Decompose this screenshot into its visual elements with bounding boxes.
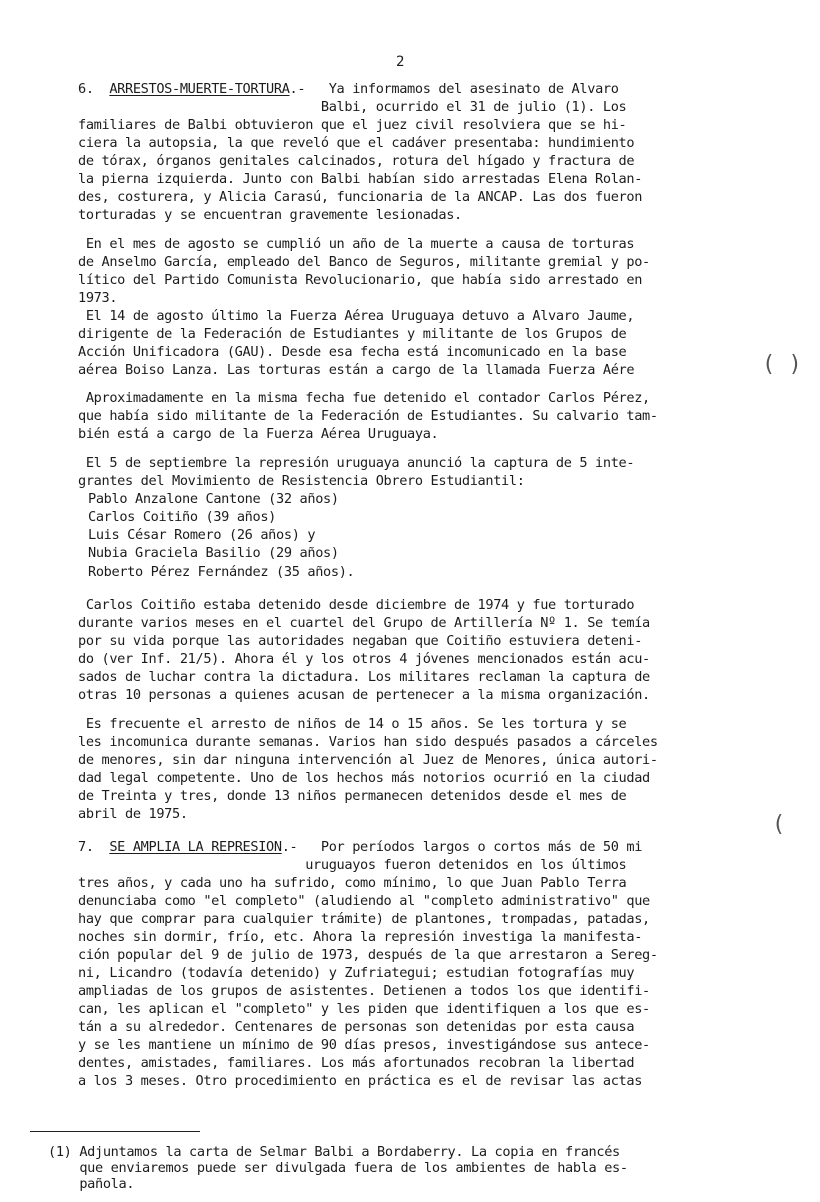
footnote-line: que enviaremos puede ser divulgada fuera de los ambientes de habla es- — [48, 1160, 628, 1176]
section-6-heading-line — [78, 80, 778, 98]
list-item: Carlos Coitiño (39 años) — [88, 509, 277, 525]
text-line: sados de luchar contra la dictadura. Los militares reclaman la captura de — [78, 669, 650, 685]
text-line: uruguayos fueron detenidos en los últimos — [78, 857, 627, 873]
text-line: noches sin dormir, frío, etc. Ahora la represión investiga la manifesta- — [78, 929, 643, 945]
text-line: tres años, y cada uno ha sufrido, como mínimo, lo que Juan Pablo Terra — [78, 875, 627, 891]
text-line: la pierna izquierda. Junto con Balbi habían sido arrestadas Elena Rolan- — [78, 171, 643, 187]
margin-mark: ( — [772, 812, 786, 837]
text-line: familiares de Balbi obtuvieron que el juez civil resolviera que se hi- — [78, 117, 627, 133]
text-line: des, costurera, y Alicia Carasú, funcionaria de la ANCAP. Las dos fueron — [78, 189, 643, 205]
text-line: can, les aplican el "completo" y les piden que identifiquen a los que es- — [78, 1001, 650, 1017]
section-7-heading: SE AMPLIA LA REPRESION — [109, 839, 282, 855]
list-item: Nubia Graciela Basilio (29 años) — [88, 545, 339, 561]
text-line: dirigente de la Federación de Estudiantes y militante de los Grupos de — [78, 326, 627, 342]
text-line: de tórax, órganos genitales calcinados, rotura del hígado y fractura de — [78, 153, 635, 169]
section-7-number: 7. — [78, 839, 94, 855]
text-line: tán a su alrededor. Centenares de personas son detenidas por esta causa — [78, 1019, 635, 1035]
text-line: por su vida porque las autoridades negaban que Coitiño estuviera deteni- — [78, 633, 643, 649]
text-line: do (ver Inf. 21/5). Ahora él y los otros 4 jóvenes mencionados están acu- — [78, 651, 650, 667]
page-number: 2 — [396, 54, 405, 70]
text-line: aérea Boiso Lanza. Las torturas están a cargo de la llamada Fuerza Aére — [78, 362, 635, 378]
text-line: bién está a cargo de la Fuerza Aérea Uruguaya. — [78, 426, 439, 442]
text-line: abril de 1975. — [78, 806, 188, 822]
text-line: Aproximadamente en la misma fecha fue detenido el contador Carlos Pérez, — [78, 390, 650, 406]
section-6-number: 6. — [78, 81, 94, 97]
text-line: ciera la autopsia, la que reveló que el cadáver presentaba: hundimiento — [78, 135, 635, 151]
section-6-heading: ARRESTOS-MUERTE-TORTURA — [109, 81, 290, 97]
text-line: Acción Unificadora (GAU). Desde esa fecha está incomunicado en la base — [78, 344, 627, 360]
list-item: Roberto Pérez Fernández (35 años). — [88, 564, 355, 580]
text-line: y se les mantiene un mínimo de 90 días presos, investigándose sus antece- — [78, 1037, 650, 1053]
text-line: torturadas y se encuentran gravemente lesionadas. — [78, 207, 462, 223]
text-line: durante varios meses en el cuartel del Grupo de Artillería Nº 1. Se temía — [78, 615, 650, 631]
text-line: ampliadas de los grupos de asistentes. Detienen a todos los que identifi- — [78, 983, 650, 999]
text-line: El 5 de septiembre la represión uruguaya anunció la captura de 5 inte- — [78, 455, 635, 471]
text-line: En el mes de agosto se cumplió un año de la muerte a causa de torturas — [78, 236, 635, 252]
text-line: ni, Licandro (todavía detenido) y Zufriategui; estudian fotografías muy — [78, 965, 635, 981]
text-line: denunciaba como "el completo" (aludiendo al "completo administrativo" que — [78, 893, 650, 909]
section-7-intro: .- Por períodos largos o cortos más de 50 mi — [281, 839, 643, 855]
text-line: Balbi, ocurrido el 31 de julio (1). Los — [78, 99, 627, 115]
text-line: a los 3 meses. Otro procedimiento en práctica es el de revisar las actas — [78, 1073, 643, 1089]
text-line: 1973. — [78, 290, 118, 306]
text-line: de Anselmo García, empleado del Banco de Seguros, militante gremial y po- — [78, 254, 650, 270]
list-item: Luis César Romero (26 años) y — [88, 527, 316, 543]
footnote-line: (1) Adjuntamos la carta de Selmar Balbi a Bordaberry. La copia en francés — [48, 1144, 620, 1160]
list-item: Pablo Anzalone Cantone (32 años) — [88, 491, 339, 507]
text-line: dentes, amistades, familiares. Los más afortunados recobran la libertad — [78, 1055, 635, 1071]
text-line: Carlos Coitiño estaba detenido desde diciembre de 1974 y fue torturado — [78, 597, 635, 613]
text-line: lítico del Partido Comunista Revolucionario, que había sido arrestado en — [78, 272, 643, 288]
text-line: hay que comprar para cualquier trámite) de plantones, trompadas, patadas, — [78, 911, 650, 927]
text-line: otras 10 personas a quienes acusan de pertenecer a la misma organización. — [78, 687, 650, 703]
text-line: dad legal competente. Uno de los hechos más notorios ocurrió en la ciudad — [78, 770, 650, 786]
text-line: les incomunica durante semanas. Varios han sido después pasados a cárceles — [78, 734, 658, 750]
section-7-heading-line — [78, 838, 778, 856]
margin-mark: ( ) — [762, 352, 802, 377]
text-line: El 14 de agosto último la Fuerza Aérea Uruguaya detuvo a Alvaro Jaume, — [78, 308, 635, 324]
footnote-line: pañola. — [48, 1176, 135, 1192]
text-line: ción popular del 9 de julio de 1973, después de la que arrestaron a Sereg- — [78, 947, 658, 963]
text-line: grantes del Movimiento de Resistencia Obrero Estudiantil: — [78, 473, 525, 489]
text-line: de Treinta y tres, donde 13 niños permanecen detenidos desde el mes de — [78, 788, 627, 804]
section-6-intro: .- Ya informamos del asesinato de Alvaro — [289, 81, 619, 97]
text-line: de menores, sin dar ninguna intervención al Juez de Menores, única autori- — [78, 752, 658, 768]
footnote-rule — [30, 1131, 200, 1132]
text-line: Es frecuente el arresto de niños de 14 o 15 años. Se les tortura y se — [78, 716, 627, 732]
text-line: que había sido militante de la Federación de Estudiantes. Su calvario tam- — [78, 408, 658, 424]
